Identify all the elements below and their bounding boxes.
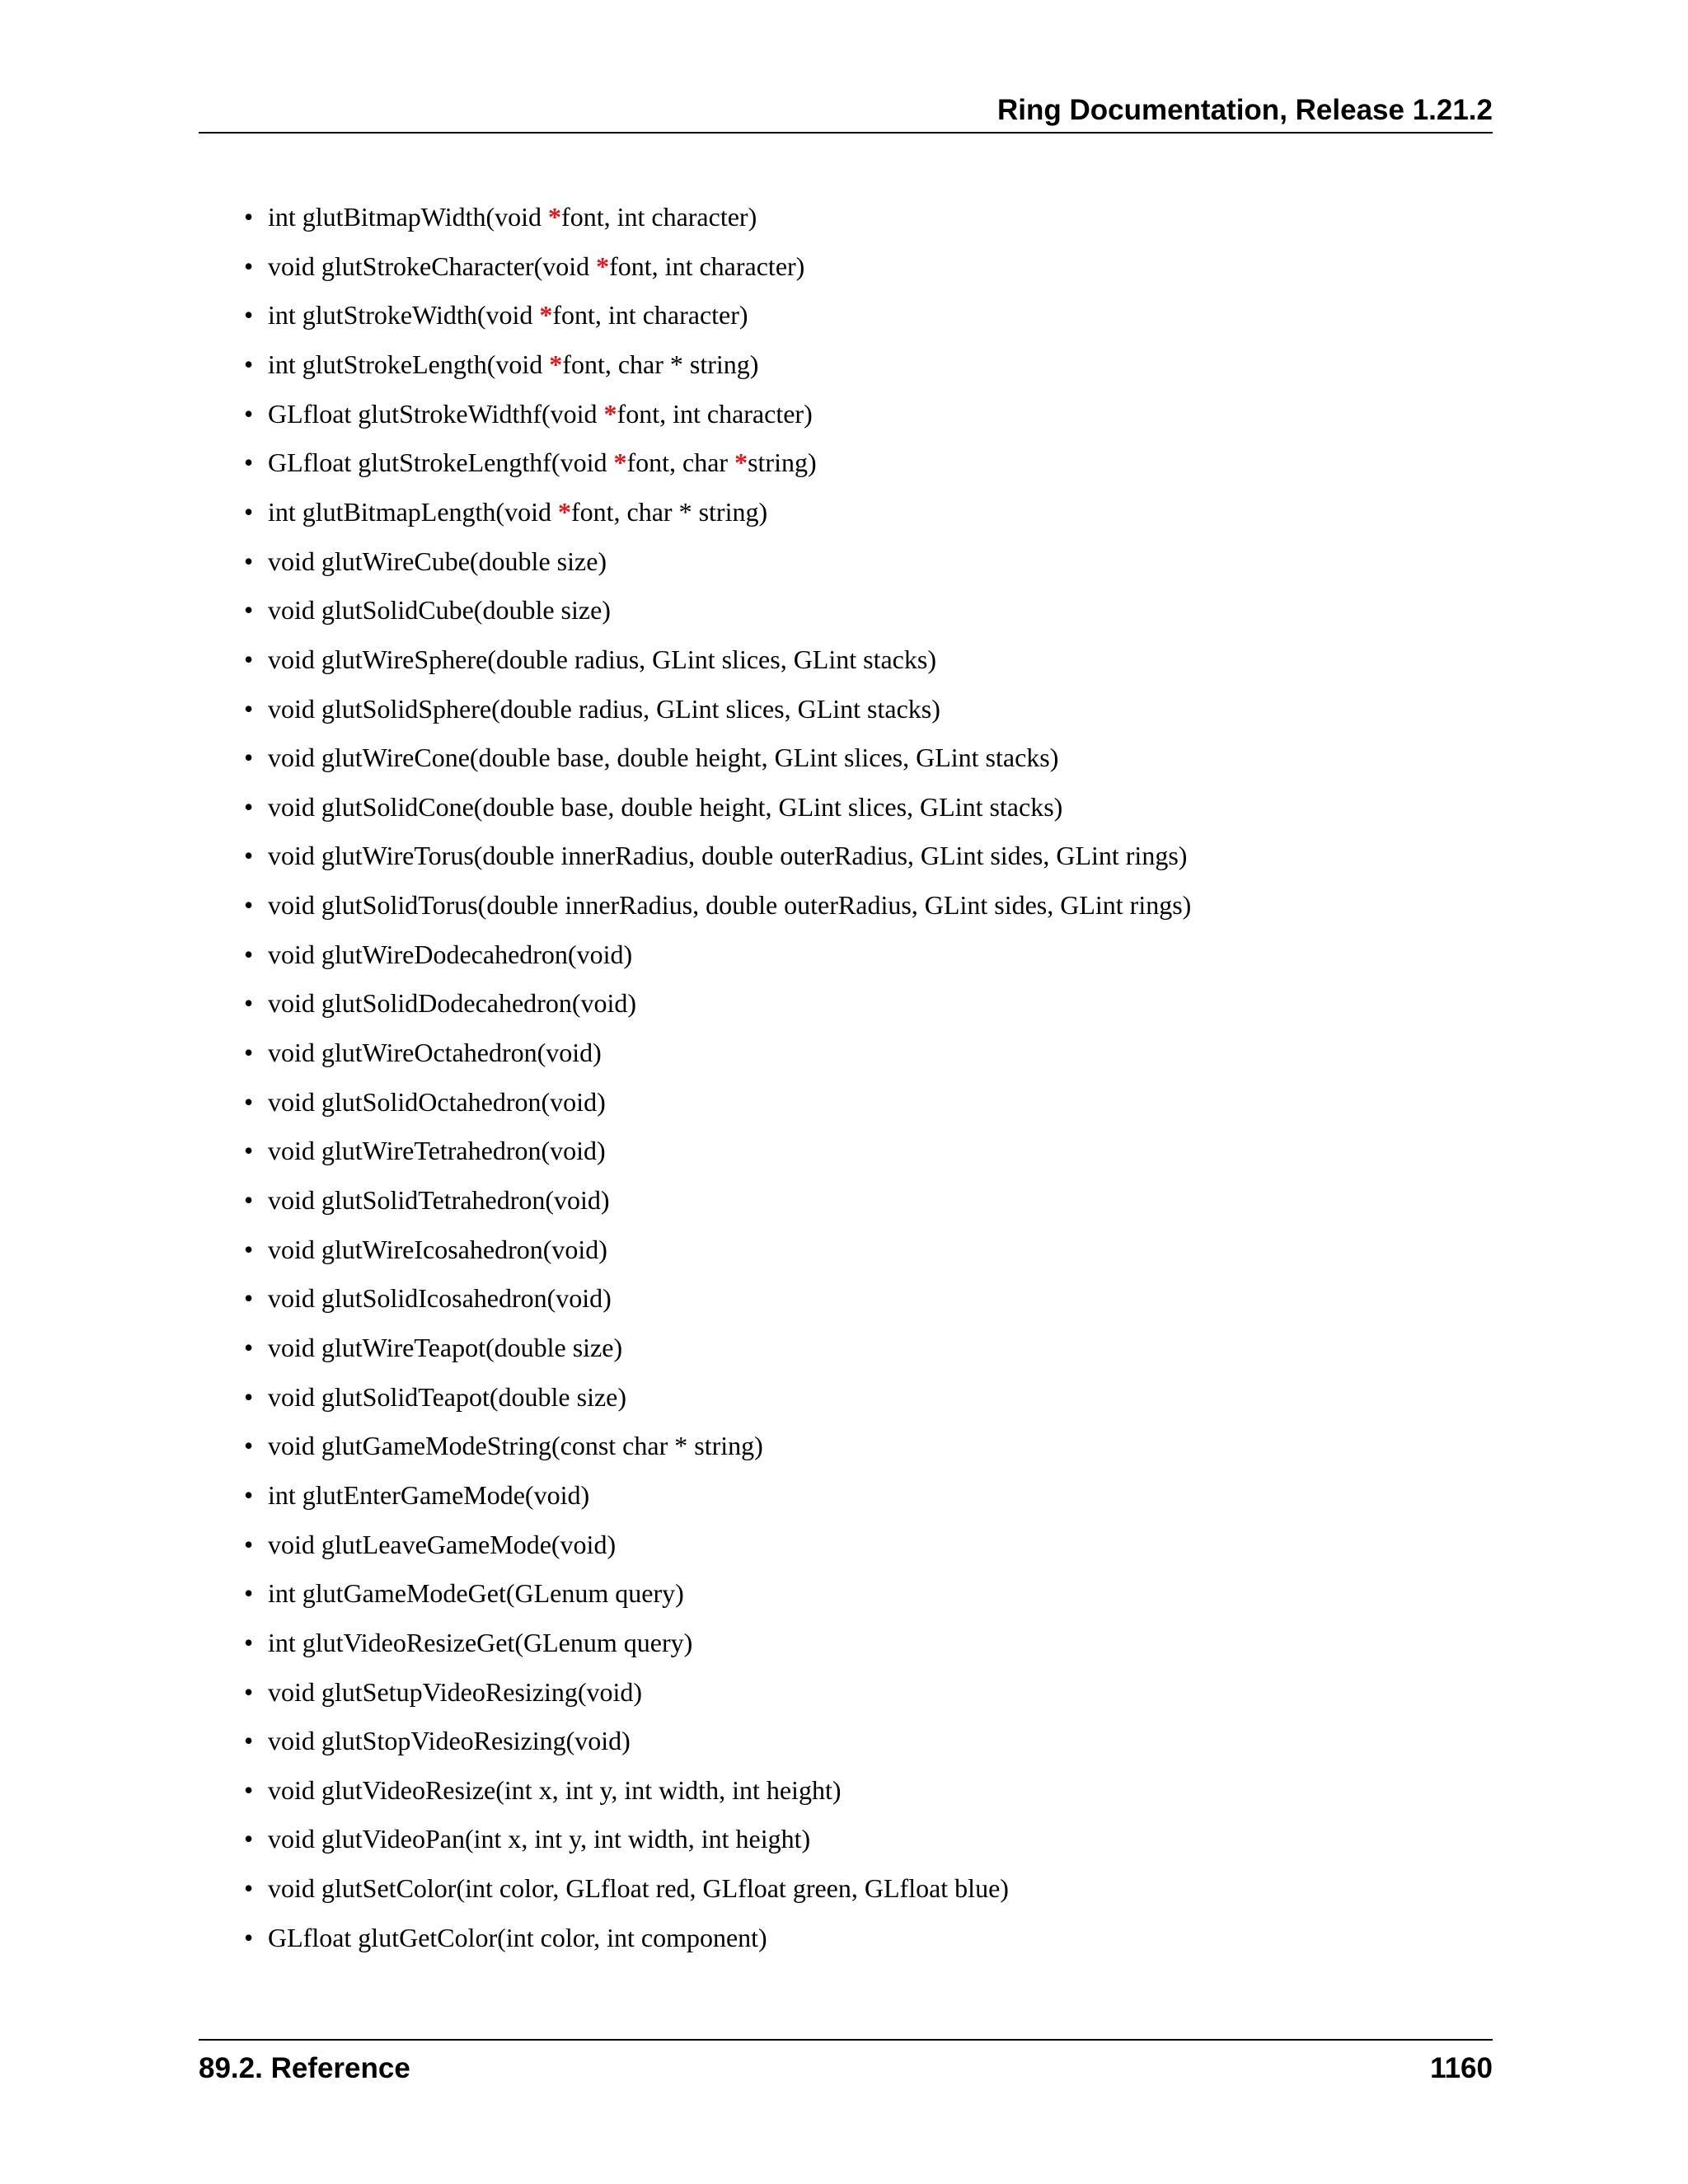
signature-text: void glutSetColor(int color, GLfloat red, GLfloat green, GLfloat blue) [268,1873,1009,1904]
bullet-icon: • [244,693,254,724]
bullet-icon: • [244,349,254,379]
signature-text: void glutWireDodecahedron(void) [268,939,633,969]
function-item [244,585,611,635]
signature-text: GLfloat glutStrokeWidthf(void [268,398,604,429]
function-item [244,1225,607,1274]
signature-text: int glutBitmapLength(void [268,496,558,527]
bullet-icon: • [244,251,254,281]
pointer-star: * [549,349,563,379]
signature-text: int glutGameModeGet(GLenum query) [268,1578,684,1609]
page-footer [199,2039,1493,2090]
signature-text: void glutStopVideoResizing(void) [268,1726,631,1756]
bullet-icon: • [244,1873,254,1904]
function-item [244,1765,841,1815]
document-title: Ring Documentation, Release 1.21.2 [996,94,1493,126]
signature-text: string) [748,448,817,478]
signature-text: void glutSolidOctahedron(void) [268,1086,606,1117]
bullet-icon: • [244,1038,254,1068]
signature-text: font, int character) [561,202,757,232]
bullet-icon: • [244,1578,254,1609]
signature-text: void glutSolidCube(double size) [268,595,611,626]
signature-text: void glutLeaveGameMode(void) [268,1529,617,1559]
signature-text: font, char * string) [570,496,768,527]
signature-text: void glutWireTeapot(double size) [268,1332,623,1362]
bullet-icon: • [244,1086,254,1117]
signature-text: int glutStrokeLength(void [268,349,550,379]
function-item [244,1421,763,1470]
signature-text: int glutVideoResizeGet(GLenum query) [268,1627,693,1657]
signature-text: void glutVideoResize(int x, int y, int width, int height) [268,1774,842,1805]
function-item [244,782,1062,832]
bullet-icon: • [244,1726,254,1756]
signature-text: int glutEnterGameMode(void) [268,1479,590,1510]
function-item [244,1667,642,1717]
bullet-icon: • [244,202,254,232]
bullet-icon: • [244,1234,254,1264]
signature-text: void glutWireOctahedron(void) [268,1038,602,1068]
function-item [244,537,607,586]
signature-text: void glutWireTetrahedron(void) [268,1136,606,1166]
bullet-icon: • [244,841,254,871]
signature-text: void glutSolidCone(double base, double height, GLint slices, GLint stacks) [268,791,1063,822]
signature-text: int glutBitmapWidth(void [268,202,549,232]
function-item [244,1273,612,1323]
signature-text: font, int character) [552,300,748,330]
function-item [244,192,757,241]
bullet-icon: • [244,1479,254,1510]
bullet-icon: • [244,939,254,969]
function-item [244,880,1191,930]
bullet-icon: • [244,1136,254,1166]
function-item [244,1520,616,1569]
bullet-icon: • [244,300,254,330]
signature-text: void glutWireCone(double base, double height, GLint slices, GLint stacks) [268,743,1059,773]
function-item [244,684,940,733]
signature-text: void glutWireSphere(double radius, GLint slices, GLint stacks) [268,644,936,674]
function-item [244,1175,610,1225]
pointer-star: * [734,448,748,478]
signature-text: void glutWireCube(double size) [268,546,607,576]
signature-text: int glutStrokeWidth(void [268,300,540,330]
function-item [244,733,1058,782]
signature-text: void glutVideoPan(int x, int y, int width, int height) [268,1824,811,1854]
signature-text: void glutGameModeString(const char * string) [268,1431,763,1461]
signature-text: void glutSetupVideoResizing(void) [268,1676,643,1707]
bullet-icon: • [244,496,254,527]
bullet-icon: • [244,546,254,576]
signature-text: font, int character) [617,398,813,429]
signature-text: font, char * string) [562,349,759,379]
function-item [244,1568,684,1618]
bullet-icon: • [244,890,254,921]
function-item [244,635,936,684]
pointer-star: * [613,448,627,478]
signature-text: font, char [626,448,735,478]
signature-text: GLfloat glutGetColor(int color, int component) [268,1922,767,1952]
pointer-star: * [596,251,610,281]
function-item [244,1028,602,1077]
signature-text: void glutWireIcosahedron(void) [268,1234,607,1264]
bullet-icon: • [244,595,254,626]
function-item [244,1863,1009,1913]
function-item [244,389,813,438]
signature-text: void glutStrokeCharacter(void [268,251,597,281]
function-item [244,1716,631,1765]
bullet-icon: • [244,1922,254,1952]
bullet-icon: • [244,1824,254,1854]
bullet-icon: • [244,1185,254,1215]
bullet-icon: • [244,1627,254,1657]
function-item [244,1077,606,1127]
signature-text: font, int character) [609,251,805,281]
function-item [244,930,632,979]
pointer-star: * [539,300,553,330]
function-item [244,978,636,1028]
signature-text: void glutSolidDodecahedron(void) [268,988,637,1019]
function-item [244,290,748,340]
bullet-icon: • [244,1431,254,1461]
function-item [244,438,817,487]
page-number: 1160 [1430,2052,1493,2084]
bullet-icon: • [244,743,254,773]
bullet-icon: • [244,1774,254,1805]
bullet-icon: • [244,1529,254,1559]
signature-text: GLfloat glutStrokeLengthf(void [268,448,614,478]
function-item [244,340,758,389]
bullet-icon: • [244,791,254,822]
signature-text: void glutSolidTorus(double innerRadius, double outerRadius, GLint sides, GLint rings) [268,890,1192,921]
signature-text: void glutSolidIcosahedron(void) [268,1283,612,1314]
function-item [244,1470,589,1520]
pointer-star: * [603,398,617,429]
function-item [244,1323,622,1372]
bullet-icon: • [244,448,254,478]
bullet-icon: • [244,988,254,1019]
function-item [244,1372,626,1422]
signature-text: void glutSolidTetrahedron(void) [268,1185,610,1215]
bullet-icon: • [244,1283,254,1314]
signature-text: void glutSolidSphere(double radius, GLint slices, GLint stacks) [268,693,940,724]
section-label: 89.2. Reference [199,2052,410,2084]
bullet-icon: • [244,1332,254,1362]
function-item [244,487,767,537]
function-item [244,1814,810,1863]
signature-text: void glutWireTorus(double innerRadius, double outerRadius, GLint sides, GLint rings) [268,841,1188,871]
function-item [244,1913,767,1962]
bullet-icon: • [244,1676,254,1707]
signature-text: void glutSolidTeapot(double size) [268,1381,627,1412]
pointer-star: * [557,496,571,527]
bullet-icon: • [244,1381,254,1412]
function-item [244,1618,692,1667]
bullet-icon: • [244,644,254,674]
function-item [244,831,1187,880]
function-item [244,241,804,291]
function-item [244,1126,606,1175]
pointer-star: * [548,202,562,232]
bullet-icon: • [244,398,254,429]
